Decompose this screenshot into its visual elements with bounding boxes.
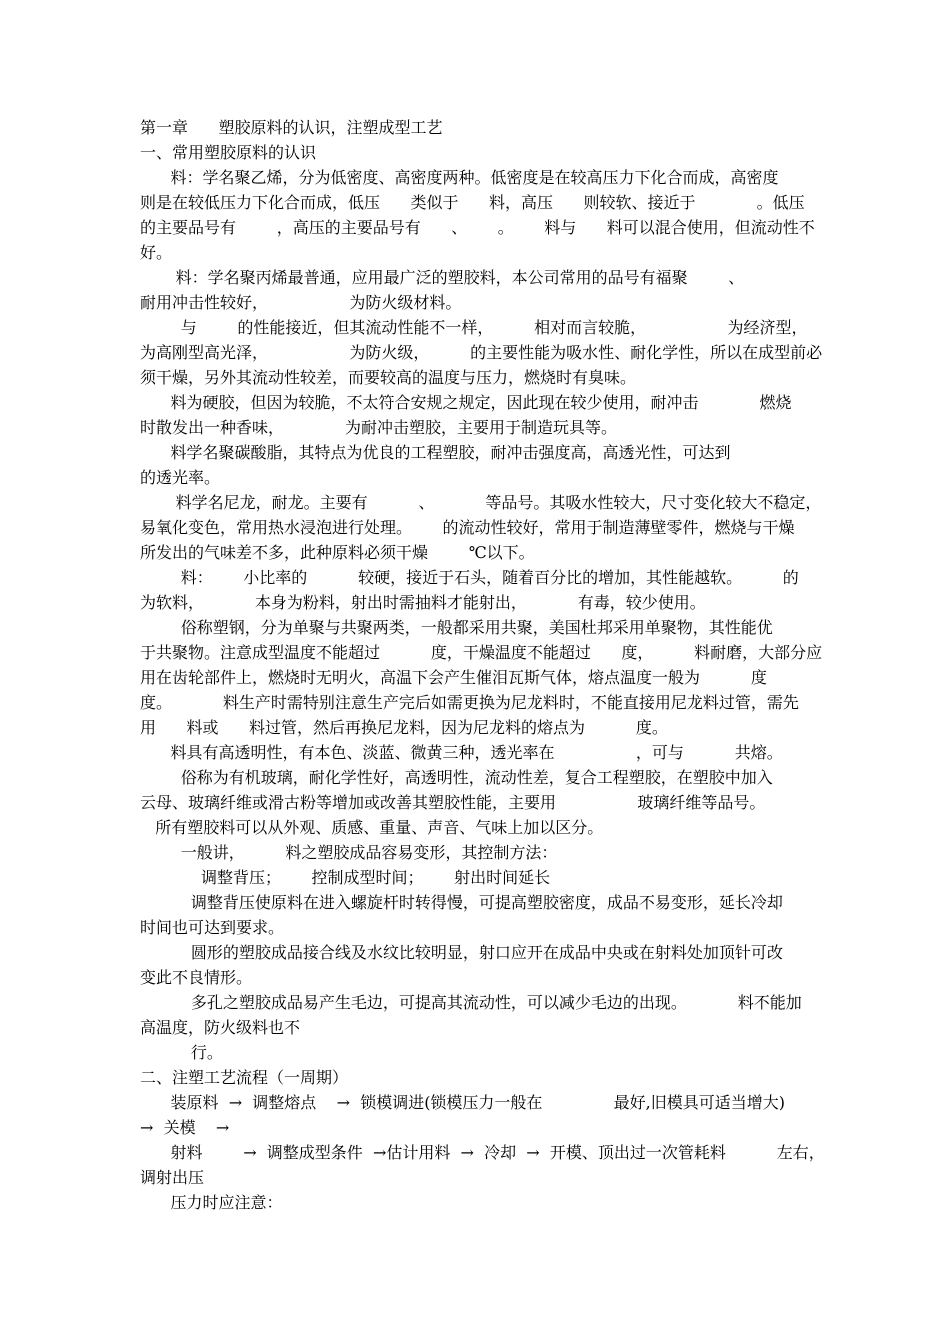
text-line: 的透光率。 — [140, 468, 221, 487]
text-line: 所发出的气味差不多，此种原料必须干燥 ℃以下。 — [140, 543, 535, 562]
text-line: 云母、玻璃纤维或滑古粉等增加或改善其塑胶性能，主要用 玻璃纤维等品号。 — [140, 793, 766, 812]
text-line: 须干燥，另外其流动性较差，而要较高的温度与压力，燃烧时有臭味。 — [140, 368, 637, 387]
chapter-title: 第一章 塑胶原料的认识，注塑成型工艺 — [140, 118, 443, 137]
text-line: 行。 — [140, 1043, 223, 1062]
text-line: 射料 → 调整成型条件 →估计用料 → 冷却 → 开模、顶出过一次管耗料 左右， — [140, 1143, 825, 1162]
text-line: 圆形的塑胶成品接合线及水纹比较明显，射口应开在成品中央或在射料处加顶针可改 — [140, 943, 783, 962]
text-line: 调射出压 — [140, 1168, 205, 1187]
text-line: → 关模 → — [140, 1118, 230, 1137]
text-line: 多孔之塑胶成品易产生毛边，可提高其流动性，可以减少毛边的出现。 料不能加 — [140, 993, 802, 1012]
text-line: 用在齿轮部件上，燃烧时无明火，高温下会产生催泪瓦斯气体，熔点温度一般为 度 — [140, 668, 767, 687]
text-line: 料：学名聚丙烯最普通，应用最广泛的塑胶料，本公司常用的品号有福聚 、 — [140, 268, 745, 287]
text-line: 料学名聚碳酸脂，其特点为优良的工程塑胶，耐冲击强度高，高透光性，可达到 — [140, 443, 731, 462]
text-line: 用 料或 料过管，然后再换尼龙料，因为尼龙料的熔点为 度。 — [140, 718, 668, 737]
text-line: 耐用冲击性较好， 为防火级材料。 — [140, 293, 462, 312]
text-line: 为软料， 本身为粉料，射出时需抽料才能射出， 有毒，较少使用。 — [140, 593, 706, 612]
section-heading: 二、注塑工艺流程（一周期） — [140, 1068, 349, 1087]
text-line: 的主要品号有 ，高压的主要品号有 、 。 料与 料可以混合使用，但流动性不 — [140, 218, 815, 237]
text-line: 俗称为有机玻璃，耐化学性好，高透明性，流动性差，复合工程塑胶，在塑胶中加入 — [140, 768, 773, 787]
text-line: 度。 料生产时需特别注意生产完后如需更换为尼龙料时，不能直接用尼龙料过管，需先 — [140, 693, 799, 712]
text-line: 高温度，防火级料也不 — [140, 1018, 301, 1037]
text-line: 调整背压； 控制成型时间； 射出时间延长 — [140, 868, 551, 887]
text-line: 与 的性能接近，但其流动性能不一样， 相对而言较脆， 为经济型， — [140, 318, 808, 337]
text-line: 料具有高透明性，有本色、淡蓝、微黄三种，透光率在 ，可与 共熔。 — [140, 743, 783, 762]
text-line: 料： 小比率的 较硬，接近于石头，随着百分比的增加，其性能越软。 的 — [140, 568, 799, 587]
text-line: 时间也可达到要求。 — [140, 918, 285, 937]
text-line: 俗称塑钢，分为单聚与共聚两类，一般都采用共聚，美国杜邦采用单聚物，其性能优 — [140, 618, 773, 637]
text-line: 料为硬胶，但因为较脆，不太符合安规之规定，因此现在较少使用，耐冲击 燃烧 — [140, 393, 792, 412]
section-heading: 一、常用塑胶原料的认识 — [140, 143, 317, 162]
text-line: 一般讲， 料之塑胶成品容易变形，其控制方法： — [140, 843, 558, 862]
text-line: 易氧化变色，常用热水浸泡进行处理。 的流动性较好，常用于制造薄壁零件，燃烧与干燥 — [140, 518, 795, 537]
text-line: 料学名尼龙，耐龙。主要有 、 等品号。其吸水性较大，尺寸变化较大不稳定， — [140, 493, 822, 512]
text-line: 料：学名聚乙烯，分为低密度、高密度两种。低密度是在较高压力下化合而成，高密度 — [140, 168, 779, 187]
text-line: 所有塑胶料可以从外观、质感、重量、声音、气味上加以区分。 — [140, 818, 604, 837]
text-line: 装原料 → 调整熔点 → 锁模调进(锁模压力一般在 最好,旧模具可适当增大) — [140, 1093, 785, 1112]
text-line: 调整背压使原料在进入螺旋杆时转得慢，可提高塑胶密度，成品不易变形，延长冷却 — [140, 893, 783, 912]
text-line: 于共聚物。注意成型温度不能超过 度，干燥温度不能超过 度， 料耐磨，大部分应 — [140, 643, 823, 662]
text-line: 变此不良情形。 — [140, 968, 253, 987]
text-line: 压力时应注意： — [140, 1193, 283, 1212]
text-line: 好。 — [140, 243, 173, 262]
text-line: 时散发出一种香味， 为耐冲击塑胶，主要用于制造玩具等。 — [140, 418, 618, 437]
text-line: 为高刚型高光泽， 为防火级， 的主要性能为吸水性、耐化学性，所以在成型前必 — [140, 343, 823, 362]
text-line: 则是在较低压力下化合而成，低压 类似于 料，高压 则较软、接近于 。低压 — [140, 193, 805, 212]
